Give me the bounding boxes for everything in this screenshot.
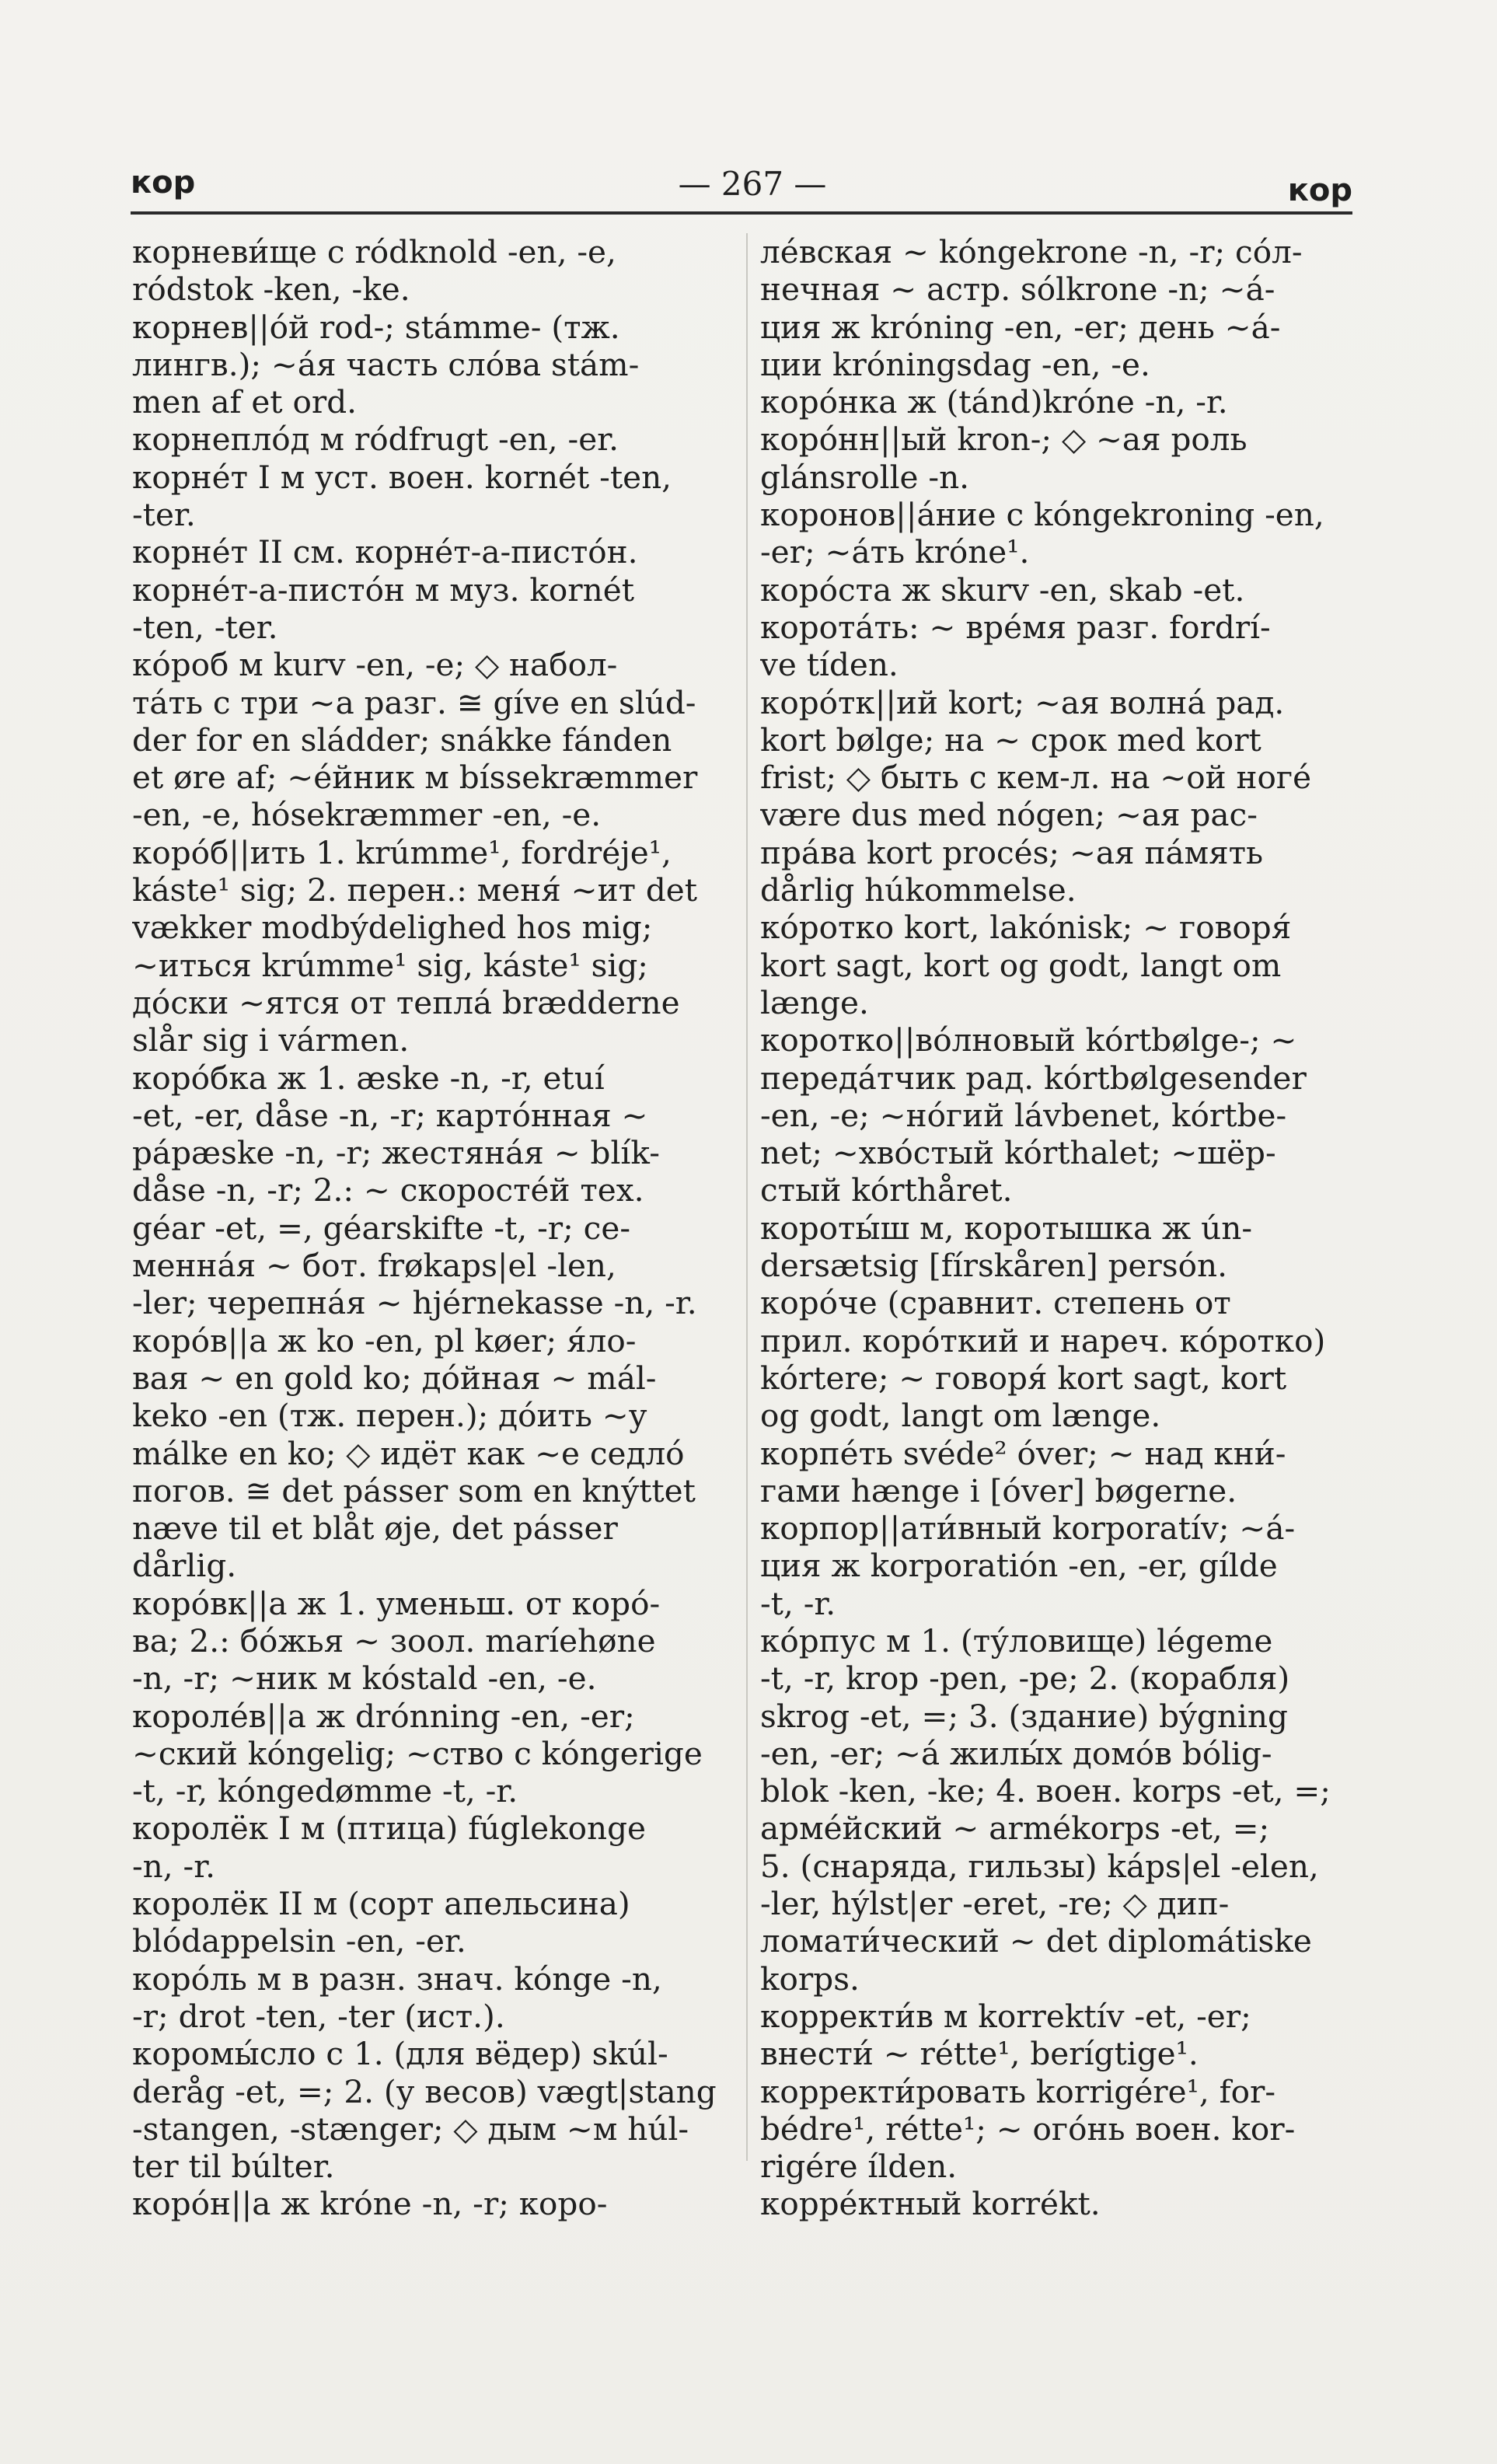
text-line: корне́т II см. корне́т-а-писто́н. [132,533,638,571]
text-line: blok -ken, -ke; 4. воен. korps -et, =; [760,1772,1331,1810]
text-line: dårlig. [132,1547,237,1585]
text-line: короле́в||а ж drónning -en, -er; [132,1697,635,1735]
text-line: -stangen, -stænger; ◇ дым ~м húl- [132,2110,689,2148]
text-line: dårlig húkommelse. [760,871,1077,909]
text-line: dersætsig [fírskåren] persón. [760,1247,1227,1285]
text-line: -ter. [132,496,196,534]
text-line: ко́рпус м 1. (ту́ловище) légeme [760,1621,1273,1660]
text-line: ломати́ческий ~ det diplomátiske [760,1922,1312,1960]
text-line: -en, -er; ~а́ жилы́х домо́в bólig- [760,1734,1272,1772]
text-line: коро́нн||ый kron-; ◇ ~ая роль [760,421,1248,459]
text-line: men af et ord. [132,383,357,421]
left-column [132,233,746,2223]
text-line: næve til et blåt øje, det pásser [132,1509,618,1548]
text-line: коро́че (сравнит. степень от [760,1284,1231,1322]
text-line: внести́ ~ rétte¹, berígtige¹. [760,2035,1199,2073]
text-line: kórtere; ~ говоря́ kort sagt, kort [760,1359,1287,1397]
text-line: королёк II м (сорт апельсина) [132,1885,630,1923]
text-line: коро́тк||ий kort; ~ая волна́ рад. [760,683,1285,721]
text-line: -ler; черепна́я ~ hjérnekasse -n, -r. [132,1284,697,1322]
text-line: frist; ◇ быть с кем-л. на ~ой ноге́ [760,759,1312,797]
text-line: корне́т-а-писто́н м муз. kornét [132,571,634,609]
text-line: ко́роб м kurv -en, -e; ◇ набол- [132,646,618,684]
text-line: -t, -r, kóngedømme -t, -r. [132,1772,518,1810]
text-line: dåse -n, -r; 2.: ~ скоросте́й тех. [132,1171,644,1209]
text-line: ции króningsdag -en, -e. [760,345,1150,383]
text-line: лингв.); ~а́я часть сло́ва stám- [132,345,640,383]
text-line: ródstok -ken, -ke. [132,270,410,309]
text-line: og godt, langt om længe. [760,1397,1161,1435]
page-number: — 267 — [678,165,827,203]
text-line: deråg -et, =; 2. (у весов) vægt|stang [132,2072,717,2110]
text-line: málke en ko; ◇ идёт как ~е седло́ [132,1434,685,1472]
text-line: korps. [760,1960,860,1998]
text-line: корректи́ровать korrigére¹, for- [760,2072,1276,2110]
text-line: корре́ктный korrékt. [760,2185,1101,2223]
text-line: корота́ть: ~ вре́мя разг. fordrí- [760,608,1271,646]
text-line: blódappelsin -en, -er. [132,1922,466,1960]
text-line: до́ски ~ятся от тепла́ brædderne [132,983,680,1021]
text-line: bédre¹, rétte¹; ~ ого́нь воен. kor- [760,2110,1296,2148]
text-line: -t, -r, krop -pen, -pe; 2. (корабля) [760,1660,1290,1698]
text-line: переда́тчик рад. kórtbølgesender [760,1059,1307,1097]
text-line: коронов||а́ние с kóngekroning -en, [760,496,1324,534]
text-line: ция ж króning -en, -er; день ~а́- [760,308,1281,346]
running-head-right: кор [1287,173,1352,208]
text-line: -en, -e; ~но́гий lávbenet, kórtbe- [760,1096,1287,1134]
text-line: та́ть с три ~а разг. ≅ gíve en slúd- [132,683,696,721]
text-line: короты́ш м, коротышка ж ún- [760,1209,1253,1247]
text-line: slår sig i vármen. [132,1021,410,1059]
text-line: ~иться krúmme¹ sig, káste¹ sig; [132,946,648,984]
text-line: -en, -e, hósekræmmer -en, -e. [132,796,602,834]
text-line: коро́нка ж (tánd)króne -n, -r. [760,383,1228,421]
text-line: være dus med nógen; ~ая рас- [760,796,1258,834]
text-line: -ten, -ter. [132,608,278,646]
text-line: rigére ílden. [760,2148,958,2186]
text-line: коро́в||а ж ko -en, pl køer; я́ло- [132,1321,637,1359]
text-line: -n, -r. [132,1847,215,1885]
text-line: -er; ~а́ть króne¹. [760,533,1030,571]
text-line: -t, -r. [760,1584,836,1622]
text-line: ле́вская ~ kóngekrone -n, -r; со́л- [760,233,1303,270]
text-line: нечная ~ астр. sólkrone -n; ~а́- [760,270,1275,309]
text-line: keko -en (тж. перен.); до́ить ~у [132,1397,647,1435]
text-line: корнепло́д м ródfrugt -en, -er. [132,421,619,459]
running-head-left: кор [131,165,196,201]
text-line: længe. [760,983,869,1021]
text-line: -ler, hýlst|er -eret, -re; ◇ дип- [760,1885,1230,1923]
text-line: et øre af; ~е́йник м bíssekræmmer [132,759,698,797]
text-line: коро́ль м в разн. знач. kónge -n, [132,1960,662,1998]
text-line: káste¹ sig; 2. перен.: меня́ ~ит det [132,871,698,909]
text-line: net; ~хво́стый kórthalet; ~шёр- [760,1134,1276,1172]
column-divider [746,233,748,2161]
text-line: -et, -er, dåse -n, -r; карто́нная ~ [132,1096,648,1134]
text-line: vækker modbýdelighed hos mig; [132,909,653,947]
text-line: арме́йский ~ armékorps -et, =; [760,1810,1270,1848]
text-line: корпе́ть svéde² óver; ~ над кни́- [760,1434,1286,1472]
text-line: корневи́ще с ródknold -en, -e, [132,233,616,270]
text-line: -n, -r; ~ник м kóstald -en, -e. [132,1660,597,1698]
text-line: pápæske -n, -r; жестяна́я ~ blík- [132,1134,660,1172]
text-line: коро́б||ить 1. krúmme¹, fordréje¹, [132,833,672,871]
text-line: стый kórthåret. [760,1171,1013,1209]
header-rule [131,211,1352,215]
text-line: der for en sládder; snákke fánden [132,721,672,759]
text-line: коро́вк||а ж 1. уменьш. от коро́- [132,1584,661,1622]
text-line: корнев||о́й rod-; stámme- (тж. [132,308,620,346]
text-line: корпор||ати́вный korporatív; ~а́- [760,1509,1296,1548]
text-line: коро́ста ж skurv -en, skab -et. [760,571,1245,609]
text-line: коромы́сло с 1. (для вёдер) skúl- [132,2035,668,2073]
text-line: -r; drot -ten, -ter (ист.). [132,1997,505,2035]
text-line: skrog -et, =; 3. (здание) býgning [760,1697,1288,1735]
text-line: kort bølge; на ~ срок med kort [760,721,1261,759]
text-line: пра́ва kort procés; ~ая па́мять [760,833,1264,871]
text-line: ~ский kóngelig; ~ство с kóngerige [132,1734,703,1772]
text-line: ve tíden. [760,646,899,684]
text-line: корректи́в м korrektív -et, -er; [760,1997,1251,2035]
text-line: glánsrolle -n. [760,458,970,496]
text-line: корне́т I м уст. воен. kornét -ten, [132,458,672,496]
text-line: kort sagt, kort og godt, langt om [760,946,1282,984]
right-column [760,233,1374,2223]
text-line: 5. (снаряда, гильзы) káps|el -elen, [760,1847,1319,1885]
text-line: ко́ротко kort, lakónisk; ~ говоря́ [760,909,1292,947]
text-line: королёк I м (птица) fúglekonge [132,1810,647,1848]
text-line: géar -et, =, géarskifte -t, -r; се- [132,1209,631,1247]
text-line: менна́я ~ бот. frøkaps|el -len, [132,1247,616,1285]
text-line: вая ~ en gold ko; до́йная ~ mál- [132,1359,657,1397]
text-line: погов. ≅ det pásser som en knýttet [132,1471,696,1509]
text-line: ter til búlter. [132,2148,335,2186]
text-line: коротко||во́лновый kórtbølge-; ~ [760,1021,1297,1059]
text-line: коро́бка ж 1. æske -n, -r, etuí [132,1059,605,1097]
text-line: прил. коро́ткий и нареч. ко́ротко) [760,1321,1326,1359]
text-line: коро́н||а ж króne -n, -r; коро- [132,2185,608,2223]
text-line: ва; 2.: бо́жья ~ зоол. maríehøne [132,1621,656,1660]
text-line: гами hænge i [óver] bøgerne. [760,1471,1237,1509]
text-line: ция ж korporatión -en, -er, gílde [760,1547,1278,1585]
